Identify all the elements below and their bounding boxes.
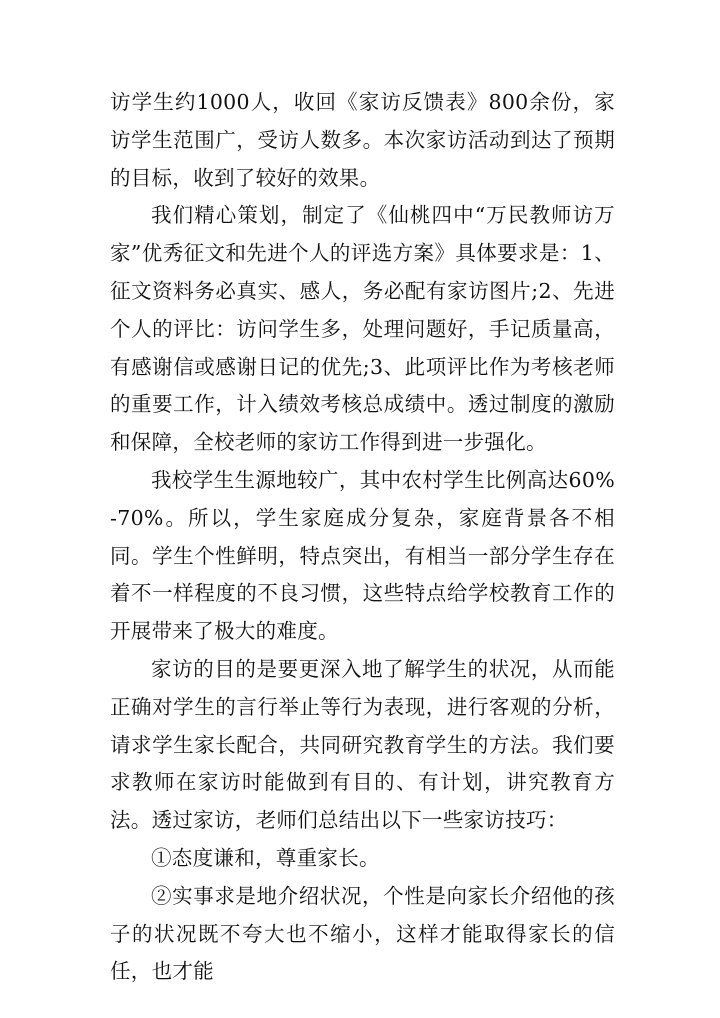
paragraph-6: ②实事求是地介绍状况，个性是向家长介绍他的孩子的状况既不夸大也不缩小，这样才能取得家长的信任，也才能 bbox=[110, 883, 615, 984]
document-body bbox=[110, 84, 615, 991]
paragraph-2: 我们精心策划，制定了《仙桃四中“万民教师访万家”优秀征文和先进个人的评选方案》具体要求是：1、征文资料务必真实、感人，务必配有家访图片;2、先进个人的评比：访问学生多，处理问题好，手记质量高，有感谢信或感谢日记的优先;3、此项评比作为考核老师的重要工作，计入绩效考核总成绩中。透过制度的激励和保障，全校老师的家访工作得到进一步强化。 bbox=[110, 203, 615, 455]
paragraph-1: 访学生约1000人，收回《家访反馈表》800余份，家访学生范围广，受访人数多。本次家访活动到达了预期的目标，收到了较好的效果。 bbox=[110, 90, 615, 190]
paragraph-4: 家访的目的是要更深入地了解学生的状况，从而能正确对学生的言行举止等行为表现，进行客观的分析，请求学生家长配合，共同研究教育学生的方法。我们要求教师在家访时能做到有目的、有计划，讲究教育方法。透过家访，老师们总结出以下一些家访技巧： bbox=[110, 656, 615, 833]
paragraph-3: 我校学生生源地较广，其中农村学生比例高达60%-70%。所以，学生家庭成分复杂，家庭背景各不相同。学生个性鲜明，特点突出，有相当一部分学生存在着不一样程度的不良习惯，这些特点给学校教育工作的开展带来了极大的难度。 bbox=[110, 467, 615, 644]
paragraph-5: ①态度谦和，尊重家长。 bbox=[151, 845, 380, 870]
